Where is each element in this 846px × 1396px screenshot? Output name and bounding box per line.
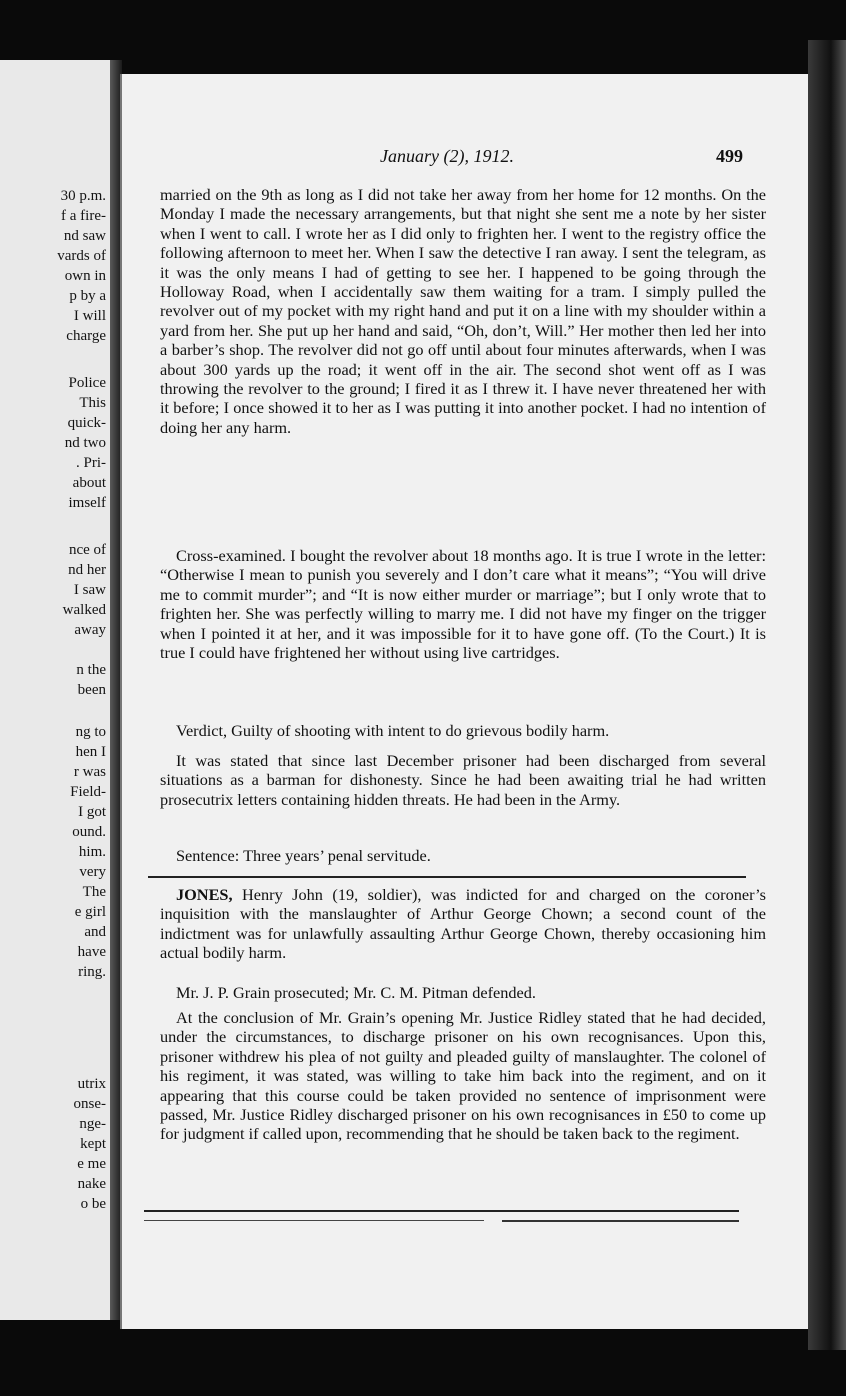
left-page-text-fragment: charge bbox=[66, 328, 106, 344]
paragraph-counsel bbox=[160, 983, 766, 1002]
left-page-text-fragment: kept bbox=[80, 1136, 106, 1152]
left-page-text-fragment: vards of bbox=[57, 248, 106, 264]
left-page-text-fragment: nd her bbox=[68, 562, 106, 578]
paragraph-conclusion bbox=[160, 1008, 766, 1144]
left-page-text-fragment: ound. bbox=[72, 824, 106, 840]
left-page-text-fragment: away bbox=[74, 622, 106, 638]
paragraph-verdict bbox=[160, 721, 766, 740]
paragraph-text: Mr. J. P. Grain prosecuted; Mr. C. M. Pitman defended. bbox=[176, 983, 536, 1002]
left-page-text-fragment: o be bbox=[80, 1196, 106, 1212]
left-page-text-fragment: 30 p.m. bbox=[60, 188, 106, 204]
left-page-text-fragment: been bbox=[77, 682, 106, 698]
end-rule bbox=[144, 1210, 739, 1212]
left-page-text-fragment: very bbox=[79, 864, 106, 880]
end-rule-thin bbox=[144, 1220, 484, 1221]
left-page-text-fragment: walked bbox=[62, 602, 106, 618]
left-page-text-fragment: ring. bbox=[78, 964, 106, 980]
left-page-text-fragment: I got bbox=[78, 804, 106, 820]
page-edge bbox=[808, 40, 846, 1350]
left-page-text-fragment: p by a bbox=[69, 288, 106, 304]
running-header bbox=[380, 146, 514, 167]
left-page-text-fragment: e girl bbox=[74, 904, 106, 920]
left-page-text-fragment: hen I bbox=[75, 744, 106, 760]
paragraph-text: married on the 9th as long as I did not take her away from her home for 12 months. On the Monday I made the necessary arrangements, but that night she sent me a note by her sister when I went to call. I wrote her as I did only to frighten her. I went to the registry office the following afternoon to meet her. When I saw the detective I ran away. I sent the telegram, as it was the only means I had of getting to see her. I happened to be going through the Holloway Road, when I accidentally saw them waiting for a tram. I simply pulled the revolver out of my pocket with my right hand and put it on a line with my shoulder within a yard from her. She put up her hand and said, “Oh, don’t, Will.” Her mother then led her into a barber’s shop. The revolver did not go off until about four minutes afterwards, when I was about 300 yards up the road; it went off in the air. The second shot went off as I was throwing the revolver to the ground; I fired it as I threw it. I have never threatened her with it before; I once showed it to her as I was putting it into another pocket. I had no intention of doing her any harm. bbox=[160, 185, 766, 437]
left-page-text-fragment: nd saw bbox=[63, 228, 106, 244]
paragraph-new-case bbox=[160, 885, 766, 963]
left-page-text-fragment: onse- bbox=[73, 1096, 106, 1112]
paragraph-text: Sentence: Three years’ penal servitude. bbox=[176, 846, 431, 865]
paragraph-statement bbox=[160, 751, 766, 809]
left-page-text-fragment: r was bbox=[73, 764, 106, 780]
left-page-text-fragment: utrix bbox=[77, 1076, 106, 1092]
left-page-text-fragment: e me bbox=[77, 1156, 106, 1172]
end-rule-thin bbox=[502, 1220, 739, 1222]
left-page-text-fragment: n the bbox=[76, 662, 106, 678]
paragraph-testimony bbox=[160, 185, 766, 437]
paragraph-text: At the conclusion of Mr. Grain’s opening Mr. Justice Ridley stated that he had decided, under the circumstances, to discharge prisoner on his own recognisances. Upon this, prisoner withdrew his plea of not guilty and pleaded guilty of manslaughter. The colonel of his regiment, it was stated, was willing to take him back into the regiment, and on it appearing that this course could be taken provided no sentence of imprisonment were passed, Mr. Justice Ridley discharged prisoner on his own recognisances in £50 to come up for judgment if called upon, recommending that he should be taken back to the regiment. bbox=[160, 1008, 766, 1144]
left-page-text-fragment: nce of bbox=[68, 542, 106, 558]
left-page-text-fragment: about bbox=[72, 475, 106, 491]
defendant-name: JONES, bbox=[176, 885, 233, 904]
paragraph-text: It was stated that since last December prisoner had been discharged from several situations as a barman for dishonesty. Since he had been awaiting trial he had written prosecutrix letters containing hidden threats. He had been in the Army. bbox=[160, 751, 766, 809]
left-page-text-fragment: imself bbox=[68, 495, 106, 511]
paragraph-cross-examined bbox=[160, 546, 766, 662]
left-page-text-fragment: and bbox=[84, 924, 106, 940]
paragraph-text: Cross-examined. I bought the revolver about 18 months ago. It is true I wrote in the letter: “Otherwise I mean to punish you severely and I don’t care what it means”; “You will drive me to commit murder”; and “It is now either murder or marriage”; but I only wrote that to frighten her. She was perfectly willing to marry me. I did not have my finger on the trigger when I pointed it at her, and it was impossible for it to have gone off. (To the Court.) It is true I could have frightened her without using live cartridges. bbox=[160, 546, 766, 663]
left-page-text-fragment: nge- bbox=[79, 1116, 106, 1132]
paragraph-text: Henry John (19, soldier), was indicted for and charged on the coroner’s inquisition with the manslaughter of Arthur George Chown; a second count of the indictment was for unlawfully assaulting Arthur George Chown, thereby occasioning him actual bodily harm. bbox=[160, 885, 766, 963]
left-page-text-fragment: The bbox=[82, 884, 106, 900]
case-divider bbox=[148, 876, 746, 878]
left-page-text-fragment: have bbox=[77, 944, 106, 960]
left-page-text-fragment: own in bbox=[64, 268, 106, 284]
left-page-text-fragment: f a fire- bbox=[61, 208, 106, 224]
running-header-title: January (2), 1912. bbox=[380, 146, 514, 166]
left-page-text-fragment: nd two bbox=[64, 435, 106, 451]
page-number: 499 bbox=[716, 146, 743, 166]
left-page-text-fragment: . Pri- bbox=[76, 455, 106, 471]
left-page-text-fragment: I will bbox=[73, 308, 106, 324]
left-page-text-fragment: him. bbox=[78, 844, 106, 860]
left-page-text-fragment: This bbox=[79, 395, 106, 411]
left-page-text-fragment: I saw bbox=[73, 582, 106, 598]
left-page-text-fragment: ng to bbox=[75, 724, 106, 740]
paragraph-sentence bbox=[160, 846, 766, 865]
left-page-text-fragment: quick- bbox=[67, 415, 106, 431]
left-page-text-fragment: Field- bbox=[70, 784, 106, 800]
left-page bbox=[0, 60, 112, 1320]
paragraph-text: Verdict, Guilty of shooting with intent to do grievous bodily harm. bbox=[176, 721, 610, 740]
left-page-text-fragment: nake bbox=[77, 1176, 106, 1192]
left-page-text-fragment: Police bbox=[68, 375, 106, 391]
